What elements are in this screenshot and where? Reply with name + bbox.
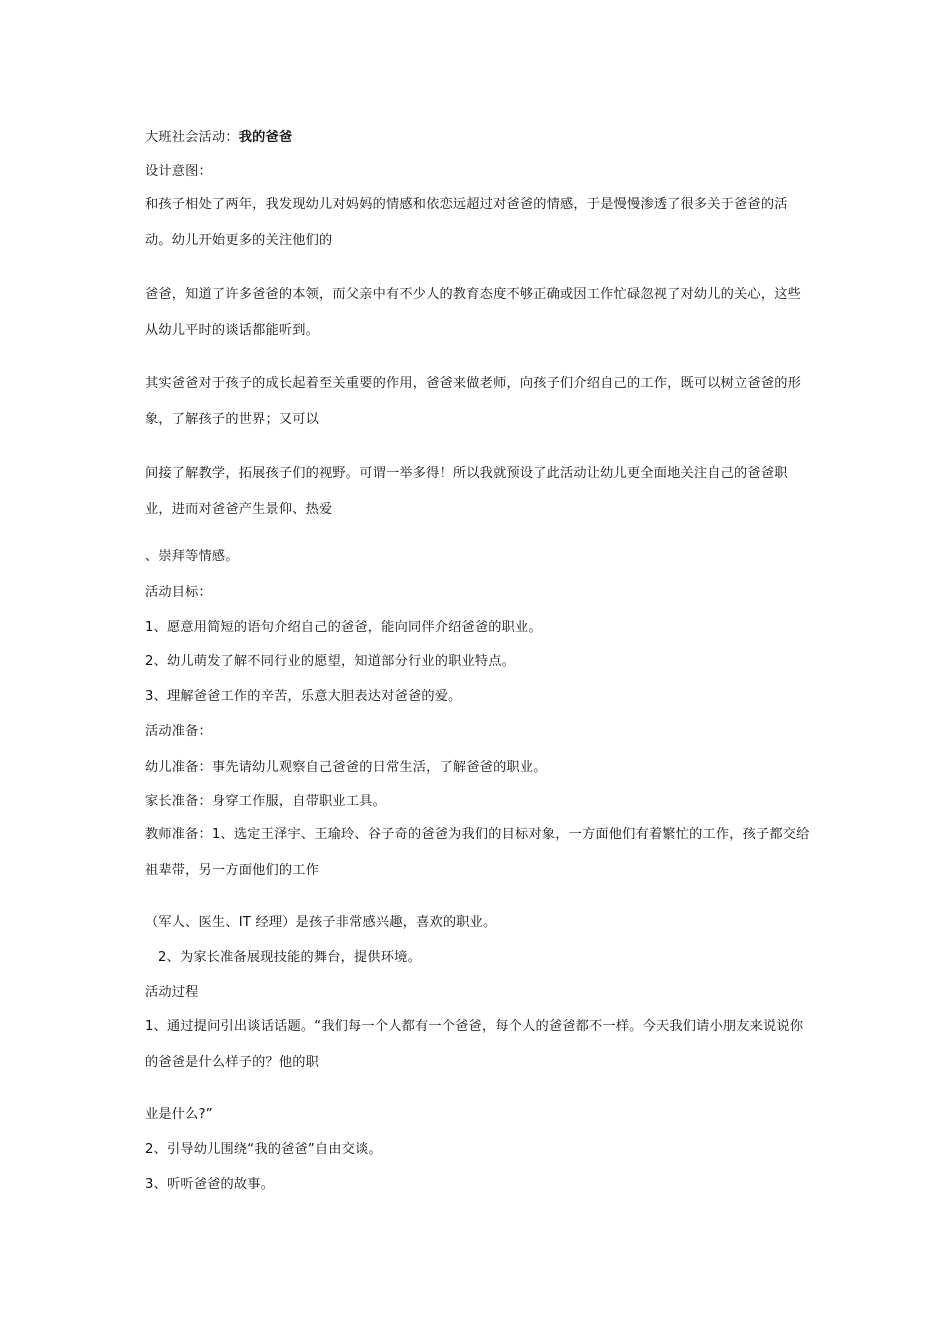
goal-item-2: 2、幼儿萌发了解不同行业的愿望，知道部分行业的职业特点。 <box>145 654 516 669</box>
design-paragraph-1: 和孩子相处了两年，我发现幼儿对妈妈的情感和依恋远超过对爸爸的情感，于是慢慢渗透了很多关于爸爸的活动。幼儿开始更多的关注他们的 <box>145 197 788 248</box>
design-heading: 设计意图： <box>145 164 212 179</box>
design-paragraph-4: 间接了解教学，拓展孩子们的视野。可谓一举多得！所以我就预设了此活动让幼儿更全面地关注自己的爸爸职业，进而对爸爸产生景仰、热爱 <box>145 466 788 517</box>
prep-teacher-continued: （军人、医生、IT 经理）是孩子非常感兴趣，喜欢的职业。 <box>145 915 497 930</box>
design-paragraph-3: 其实爸爸对于孩子的成长起着至关重要的作用，爸爸来做老师，向孩子们介绍自己的工作，既可以树立爸爸的形象，了解孩子的世界；又可以 <box>145 376 801 427</box>
process-heading: 活动过程 <box>145 985 199 1000</box>
goals-heading: 活动目标： <box>145 585 212 600</box>
design-paragraph-2: 爸爸，知道了许多爸爸的本领，而父亲中有不少人的教育态度不够正确或因工作忙碌忽视了对幼儿的关心，这些从幼儿平时的谈话都能听到。 <box>145 287 801 338</box>
prep-heading: 活动准备： <box>145 724 212 739</box>
process-step-3: 3、听听爸爸的故事。 <box>145 1177 275 1192</box>
prep-teacher-item-2: 2、为家长准备展现技能的舞台，提供环境。 <box>158 950 421 965</box>
prep-child: 幼儿准备：事先请幼儿观察自己爸爸的日常生活，了解爸爸的职业。 <box>145 760 547 775</box>
design-paragraph-5: 、崇拜等情感。 <box>145 549 239 564</box>
goal-item-3: 3、理解爸爸工作的辛苦，乐意大胆表达对爸爸的爱。 <box>145 689 462 704</box>
prep-parent: 家长准备：身穿工作服，自带职业工具。 <box>145 794 386 809</box>
goal-item-1: 1、愿意用简短的语句介绍自己的爸爸，能向同伴介绍爸爸的职业。 <box>145 620 542 635</box>
process-step-1: 1、通过提问引出谈话话题。“我们每一个人都有一个爸爸，每个人的爸爸都不一样。今天我们请小朋友来说说你的爸爸是什么样子的？他的职 <box>145 1019 804 1070</box>
process-step-2: 2、引导幼儿围绕“我的爸爸”自由交谈。 <box>145 1142 382 1157</box>
prep-teacher: 教师准备：1、选定王泽宇、王瑜玲、谷子奇的爸爸为我们的目标对象，一方面他们有着繁忙的工作，孩子都交给祖辈带，另一方面他们的工作 <box>145 827 810 878</box>
title-prefix: 大班社会活动： <box>145 130 239 145</box>
document-title <box>145 128 292 148</box>
process-step-1-continued: 业是什么?” <box>145 1107 213 1122</box>
title-main: 我的爸爸 <box>238 130 293 145</box>
